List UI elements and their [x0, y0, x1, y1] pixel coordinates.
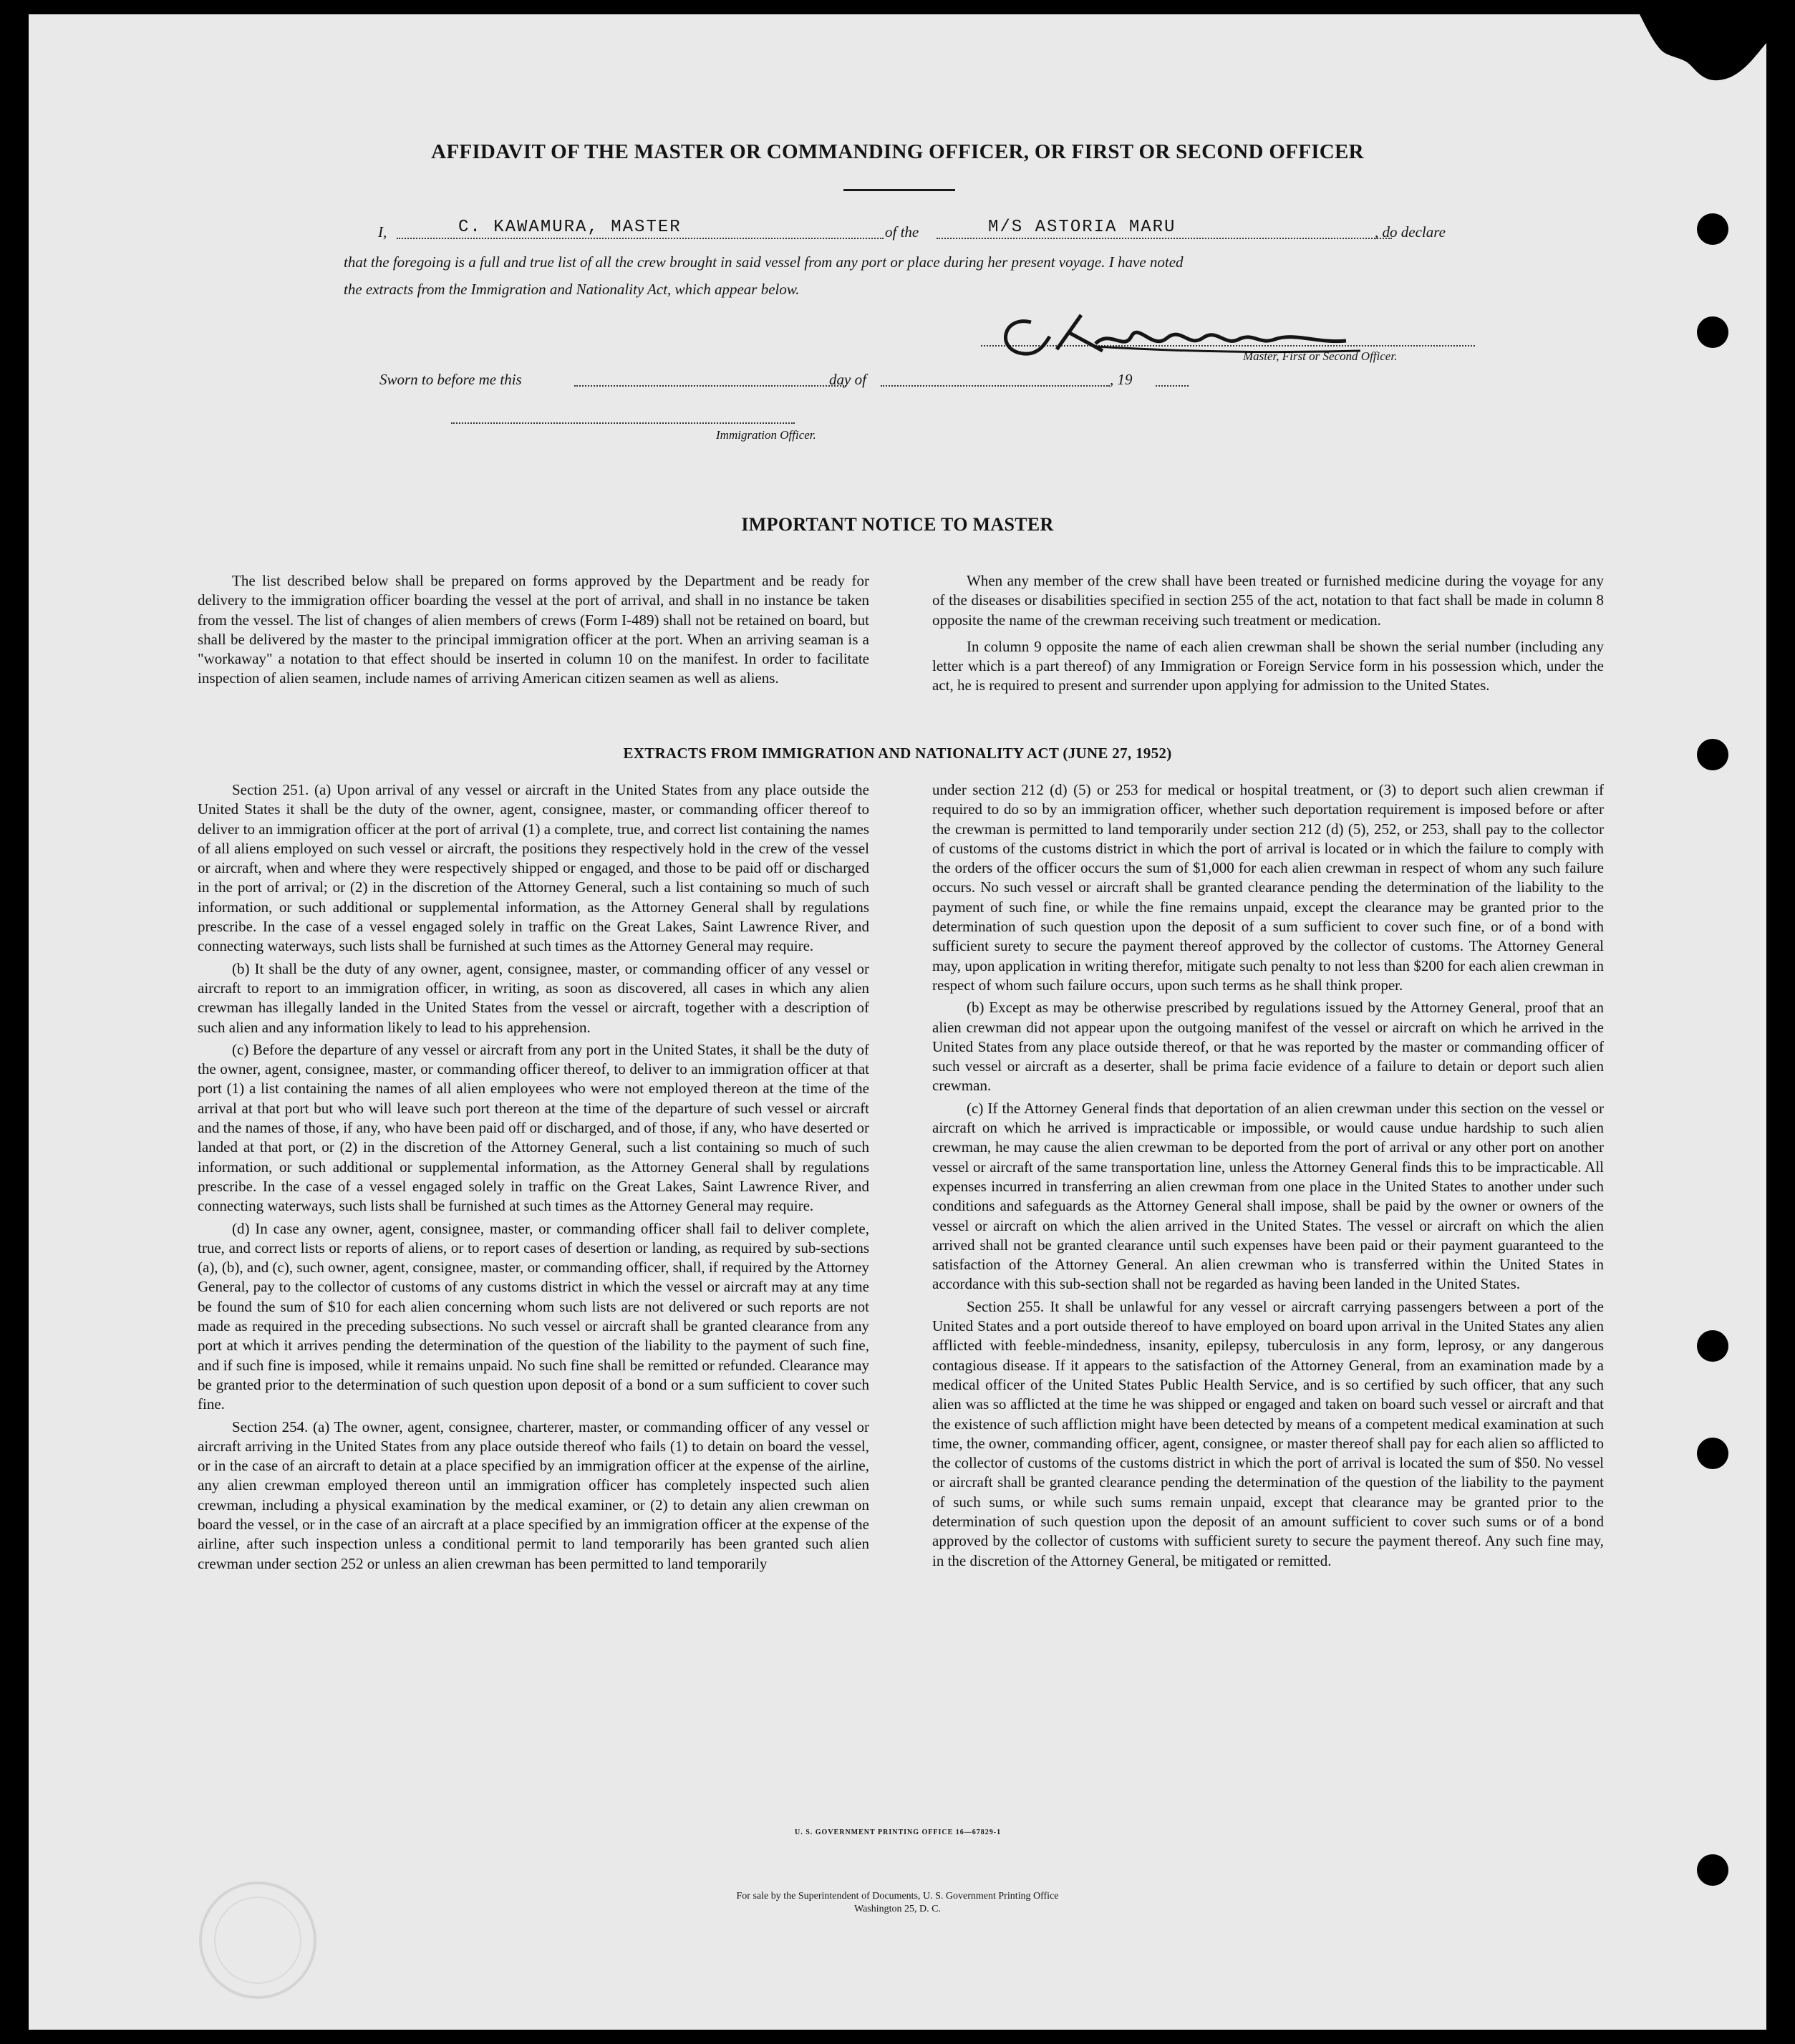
punch-hole [1697, 1438, 1728, 1469]
section-251-a: Section 251. (a) Upon arrival of any vessel or aircraft in the United States from any place outside the United States it shall be the duty of the owner, agent, consignee, master, or commanding officer thereof to deliver to an immigration officer at the port of arrival (1) a complete, true, and correct list containing the names of all aliens employed on such vessel or aircraft, the positions they respectively hold in the crew of the vessel or aircraft, when and where they were respectively shipped or engaged, and those to be paid off or discharged in the port of arrival; or (2) in the discretion of the Attorney General, such a list containing so much of such information, or such additional or supplemental information, as the Attorney General shall by regulations prescribe. In the case of a vessel engaged solely in traffic on the Great Lakes, Saint Lawrence River, and connecting waterways, such lists shall be furnished at such times as the Attorney General may require. [198, 781, 869, 955]
signer-caption: Master, First or Second Officer. [1243, 349, 1398, 363]
of-the-label: of the [885, 223, 919, 241]
notice-right-paragraph-1: When any member of the crew shall have been treated or furnished medicine during the voyage for any of the diseases or disabilities specified in section 255 of the act, notation to that fact shall be made in column 8 opposite the name of the crewman receiving such treatment or medication. [932, 572, 1604, 629]
day-of-label: day of [829, 371, 866, 388]
punch-hole [1697, 1330, 1728, 1362]
gpo-imprint: U. S. GOVERNMENT PRINTING OFFICE 16—67829-1 [795, 1829, 1002, 1836]
section-255: Section 255. It shall be unlawful for any vessel or aircraft carrying passengers between a port of the United States and a port outside thereof to have employed on board upon arrival in the United States any alien afflicted with feeble-mindedness, insanity, epilepsy, tuberculosis in any form, leprosy, or any dangerous contagious disease. If it appears to the satisfaction of the Attorney General, from an examination made by a medical officer of the United States Public Health Service, and is so certified by such officer, that any such alien was so afflicted at the time he was shipped or engaged and taken on board such vessel or aircraft and that the existence of such affliction might have been detected by means of a competent medical examination at such time, the owner, commanding officer, agent, consignee, or master thereof shall pay for each alien so afflicted to the collector of customs of the customs district in which the port of arrival is located the sum of $50. No vessel or aircraft shall be granted clearance pending the determination of the question of the liability to the payment of such sums, or while such sums remain unpaid, except that clearance may be granted prior to the determination of such question upon the deposit of an amount sufficient to cover such sums or of a bond approved by the collector of customs with sufficient surety to secure the payment thereof. Any such fine may, in the discretion of the Attorney General, be mitigated or remitted. [932, 1297, 1604, 1569]
declarant-name: C. KAWAMURA, MASTER [458, 218, 682, 237]
punch-hole [1697, 1854, 1728, 1886]
section-254-b: (b) Except as may be otherwise prescribed by regulations issued by the Attorney General, proof that an alien crewman did not appear upon the outgoing manifest of the vessel or aircraft on which he arrived in the United States from any place outside thereof, or that he was reported by the master or commanding officer of such vessel or aircraft as a deserter, shall be prima facie evidence of a failure to detain or deport such alien crewman. [932, 999, 1604, 1095]
affidavit-title: AFFIDAVIT OF THE MASTER OR COMMANDING OFFICER, OR FIRST OR SECOND OFFICER [431, 140, 1364, 163]
sworn-day-line [574, 385, 846, 387]
notice-right-column [932, 571, 1604, 699]
punch-hole [1697, 316, 1728, 348]
sale-notice-line-1: For sale by the Superintendent of Documents, U. S. Government Printing Office [736, 1891, 1059, 1902]
torn-corner [1640, 14, 1766, 93]
punch-hole [1697, 213, 1728, 245]
document-page [29, 14, 1766, 2030]
title-rule [843, 189, 955, 191]
extracts-left-column [198, 780, 869, 1576]
sale-notice-line-2: Washington 25, D. C. [854, 1904, 941, 1914]
punch-hole [1697, 739, 1728, 770]
section-254-a: Section 254. (a) The owner, agent, consignee, charterer, master, or commanding officer of any vessel or aircraft arriving in the United States from any place outside thereof who fails (1) to detain on board the vessel, or in the case of an aircraft to detain at a place specified by an immigration officer at the expense of the airline, any alien crewman employed thereon until an immigration officer has completely inspected such alien crewman, including a physical examination by the medical examiner, or (2) to detain any alien crewman on board the vessel, or in the case of an aircraft at a place specified by an immigration officer at the expense of the airline, after such inspection unless a conditional permit to land temporarily has been granted such alien crewman under section 252 or unless an alien crewman has been permitted to land temporarily [198, 1418, 869, 1572]
sworn-label: Sworn to before me this [379, 371, 522, 388]
section-251-d: (d) In case any owner, agent, consignee, master, or commanding officer shall fail to deliver complete, true, and correct lists or reports of aliens, or to report cases of desertion or landing, as required by sub-sections (a), (b), and (c), such owner, agent, consignee, master, or commanding officer, shall, if required by the Attorney General, pay to the collector of customs of any customs district in which the vessel or aircraft may at any time be found the sum of $10 for each alien concerning whom such lists are not delivered or such reports are not made as required in the preceding subsections. No such vessel or aircraft shall be granted clearance from any port at which it arrives pending the determination of the question of the liability to the payment of such fine, and if such fine is imposed, while it remains unpaid. No such fine shall be remitted or refunded. Clearance may be granted prior to the determination of such question upon deposit of a bond or a sum sufficient to cover such fine. [198, 1219, 869, 1413]
notice-title: IMPORTANT NOTICE TO MASTER [741, 514, 1054, 535]
faint-stamp [193, 1876, 322, 2005]
extracts-right-column [932, 780, 1604, 1574]
section-251-c: (c) Before the departure of any vessel or aircraft from any port in the United States, it shall be the duty of the owner, agent, consignee, master, or commanding officer thereof, to deliver to an immigration officer at that port (1) a list containing the names of all alien employees who were not employed thereon at the time of the arrival at that port but who will leave such port thereon at the time of the departure of such vessel or aircraft and the names of those, if any, who have been paid off or discharged, and of those, if any, who have deserted or landed at that port, or (2) in the discretion of the Attorney General, such a list containing so much of such information, or such additional or supplemental information, as the Attorney General shall by regulations prescribe. In the case of a vessel engaged solely in traffic on the Great Lakes, Saint Lawrence River, and connecting waterways, such lists shall be furnished at such times as the Attorney General may require. [198, 1040, 869, 1215]
section-254-a-continued: under section 212 (d) (5) or 253 for medical or hospital treatment, or (3) to deport such alien crewman if required to do so by an immigration officer, whether such deportation requirement is imposed before or after the crewman is permitted to land temporarily under section 212 (d) (5), 252, or 253, shall pay to the collector of customs of the customs district in which the port of arrival is located or in which the failure to comply with the orders of the officer occurs the sum of $1,000 for each alien crewman in respect of whom any such failure occurs. No such vessel or aircraft shall be granted clearance pending the determination of the liability to the payment of such fine, or while the fine remains unpaid, except the clearance may be granted prior to the determination of such question upon the deposit of a sum sufficient to cover such fine, or of a bond with sufficient surety to secure the payment thereof approved by the collector of customs. The Attorney General may, upon application in writing therefor, mitigate such penalty to not less than $200 for each alien crewman in respect of whom such failure occurs, upon such terms as he shall think proper. [932, 781, 1604, 994]
affidavit-statement-line-1: that the foregoing is a full and true list of all the crew brought in said vessel from any port or place during her present voyage. I have noted [344, 253, 1184, 271]
section-251-b: (b) It shall be the duty of any owner, agent, consignee, master, or commanding officer of any vessel or aircraft to report to an immigration officer, in writing, as soon as discovered, all cases in which any alien crewman has illegally landed in the United States from the vessel or aircraft, together with a description of such alien and any information likely to lead to his apprehension. [198, 959, 869, 1036]
officer-caption: Immigration Officer. [716, 428, 816, 442]
affidavit-statement-line-2: the extracts from the Immigration and Nationality Act, which appear below. [344, 281, 800, 298]
officer-signature-line [451, 422, 795, 424]
year-line [1156, 385, 1189, 387]
notice-left-paragraph: The list described below shall be prepared on forms approved by the Department and be ready for delivery to the immigration officer boarding the vessel at the port of arrival, and shall in no instance be taken from the vessel. The list of changes of alien members of crews (Form I-489) shall not be retained on board, but shall be delivered by the master to the principal immigration officer at the port. When an arriving seaman is a "workaway" a notation to that effect should be inserted in column 10 on the manifest. In order to facilitate inspection of alien seamen, include names of arriving American citizen seamen as well as aliens. [198, 572, 869, 687]
vessel-line [937, 238, 1392, 239]
vessel-name: M/S ASTORIA MARU [988, 218, 1176, 237]
notice-left-column [198, 571, 869, 692]
sworn-month-line [881, 385, 1110, 387]
do-declare-label: , do declare [1375, 223, 1446, 241]
section-254-c: (c) If the Attorney General finds that deportation of an alien crewman under this section on the vessel or aircraft on which he arrived is impracticable or impossible, or would cause undue hardship to such alien crewman, he may cause the alien crewman to be deported from the port of arrival or any other port on another vessel or aircraft of the same transportation line, unless the Attorney General finds this to be impracticable. All expenses incurred in transferring an alien crewman from one place in the United States to another under such conditions and safeguards as the Attorney General shall impose, shall be paid by the owner or owners of the vessel or aircraft on which the alien arrived in the United States. The vessel or aircraft on which the alien arrived shall not be granted clearance until such expenses have been paid or their payment guaranteed to the satisfaction of the Attorney General. An alien crewman who is transferred within the United States in accordance with this sub-section shall not be regarded as having been landed in the United States. [932, 1099, 1604, 1293]
name-line [397, 238, 884, 239]
notice-right-paragraph-2: In column 9 opposite the name of each alien crewman shall be shown the serial number (including any letter which is a part thereof) of any Immigration or Foreign Service form in his possession which, under the act, he is required to present and surrender upon applying for admission to the United States. [932, 637, 1604, 694]
year-label: , 19 [1110, 371, 1133, 388]
extracts-title: EXTRACTS FROM IMMIGRATION AND NATIONALITY ACT (JUNE 27, 1952) [623, 745, 1172, 762]
declarant-prefix: I, [378, 223, 387, 241]
